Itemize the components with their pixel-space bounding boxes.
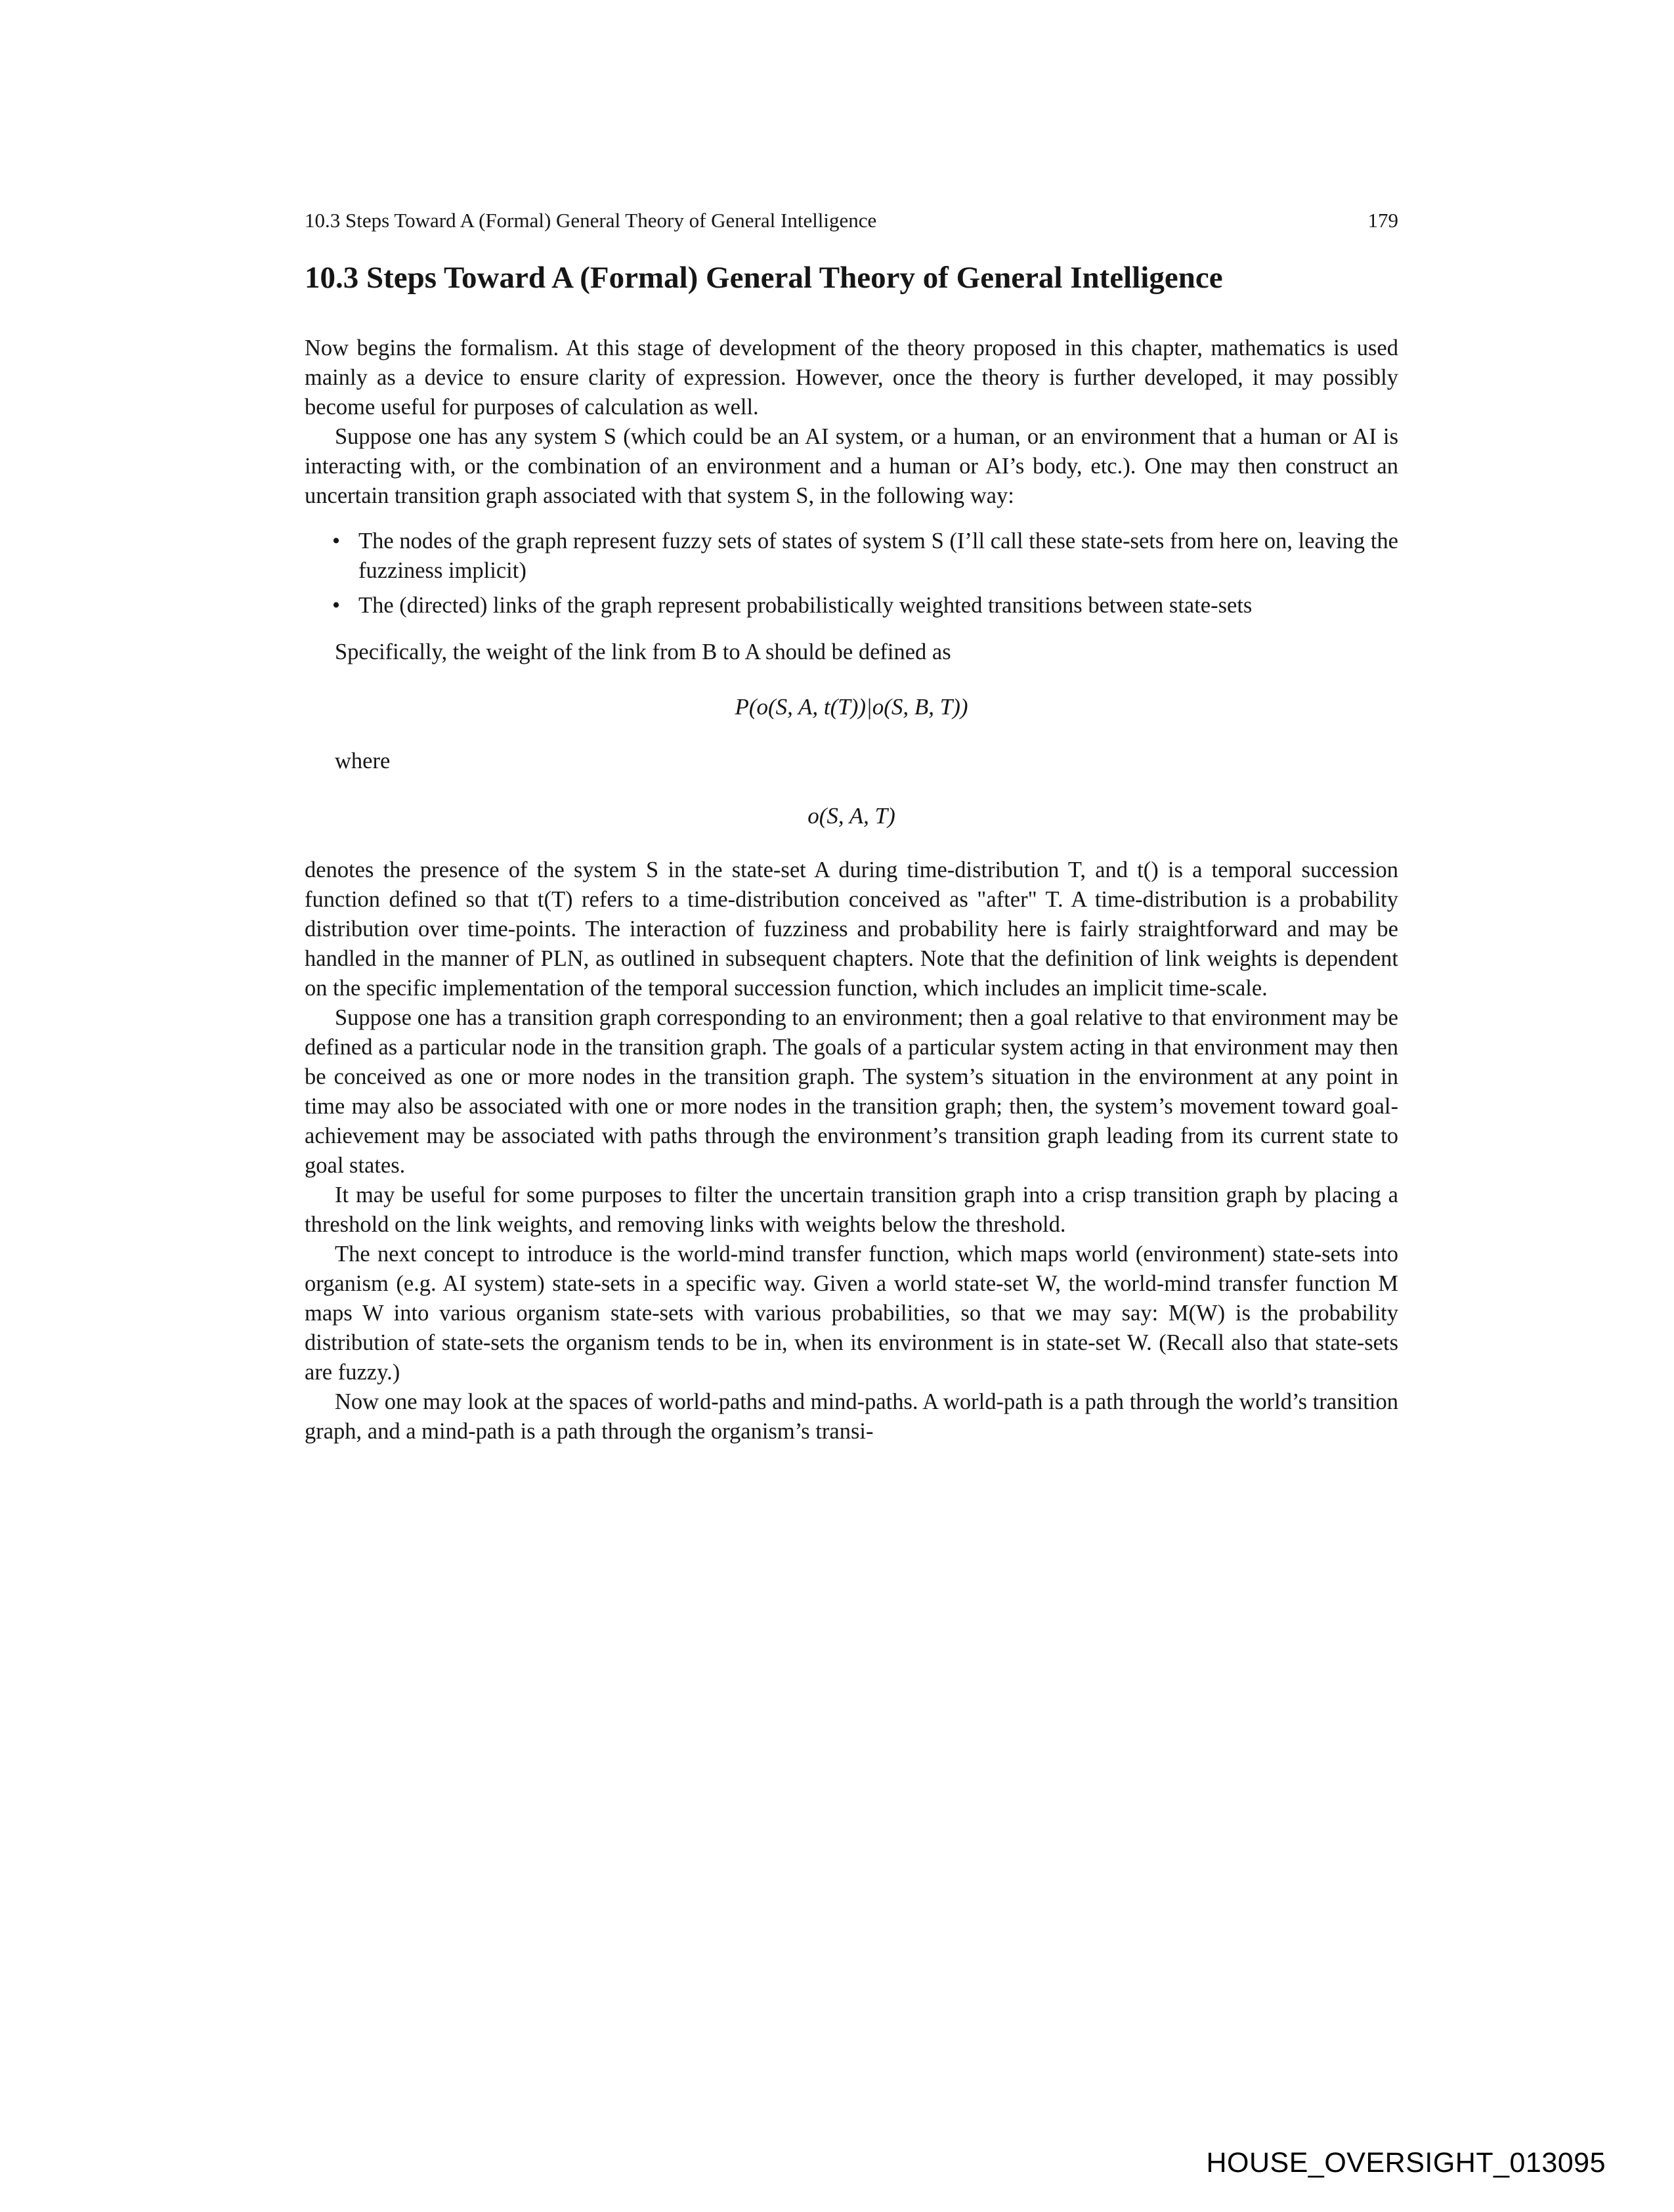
page-number: 179 xyxy=(1367,209,1398,232)
list-item-text: The nodes of the graph represent fuzzy sets of states of system S (I’ll call these state-sets from here on, leaving the fuzziness implicit) xyxy=(358,529,1398,584)
bullet-list xyxy=(305,527,1398,620)
formula-link-weight: P(o(S, A, t(T))|o(S, B, T)) xyxy=(735,694,968,720)
watermark: HOUSE_OVERSIGHT_013095 xyxy=(1206,2147,1606,2179)
paragraph-intro: Now begins the formalism. At this stage of development of the theory proposed in this chapter, mathematics is used mainly as a device to ensure clarity of expression. However, once the theory is further developed, it may possibly become useful for purposes of calculation as well. xyxy=(305,336,1398,420)
paragraph-specifically: Specifically, the weight of the link from B to A should be defined as xyxy=(335,640,951,665)
where-label: where xyxy=(335,748,391,774)
body-text xyxy=(305,334,1398,1446)
bullet-icon: • xyxy=(332,593,341,618)
list-item xyxy=(305,527,1398,586)
bullet-icon: • xyxy=(332,529,341,554)
running-header-title: 10.3 Steps Toward A (Formal) General Theory of General Intelligence xyxy=(305,209,877,232)
paragraph-suppose: Suppose one has any system S (which could be an AI system, or a human, or an environment that a human or AI is interacting with, or the combination of an environment and a human or AI’s body, etc.). One may then construct an uncertain transition graph associated with that system S, in the following way: xyxy=(305,424,1398,509)
paragraph-transfer: The next concept to introduce is the world-mind transfer function, which maps world (environment) state-sets into organism (e.g. AI system) state-sets in a specific way. Given a world state-set W, the world-mind transfer function M maps W into various organism state-sets with various probabilities, so that we may say: M(W) is the probability distribution of state-sets the organism tends to be in, when its environment is in state-set W. (Recall also that state-sets are fuzzy.) xyxy=(305,1242,1398,1385)
section-title: 10.3 Steps Toward A (Formal) General Theory of General Intelligence xyxy=(305,261,1223,295)
running-header xyxy=(305,209,1398,232)
paragraph-paths: Now one may look at the spaces of world-paths and mind-paths. A world-path is a path through the world’s transition graph, and a mind-path is a path through the organism’s transi- xyxy=(305,1389,1398,1444)
list-item xyxy=(305,591,1398,620)
list-item-text: The (directed) links of the graph represent probabilistically weighted transitions between state-sets xyxy=(358,593,1253,618)
paragraph-filter: It may be useful for some purposes to filter the uncertain transition graph into a crisp transition graph by placing a threshold on the link weights, and removing links with weights below the threshold. xyxy=(305,1182,1398,1238)
paragraph-goal: Suppose one has a transition graph corresponding to an environment; then a goal relative to that environment may be defined as a particular node in the transition graph. The goals of a particular system acting in that environment may then be conceived as one or more nodes in the transition graph. The system’s situation in the environment at any point in time may also be associated with one or more nodes in the transition graph; then, the system’s movement toward goal-achievement may be associated with paths through the environment’s transition graph leading from its current state to goal states. xyxy=(305,1005,1398,1179)
formula-presence: o(S, A, T) xyxy=(807,803,895,829)
page-content xyxy=(305,209,1398,1446)
paragraph-denotes: denotes the presence of the system S in the state-set A during time-distribution T, and t() is a temporal succession function defined so that t(T) refers to a time-distribution conceived as "after" T. A time-distribution is a probability distribution over time-points. The interaction of fuzziness and probability here is fairly straightforward and may be handled in the manner of PLN, as outlined in subsequent chapters. Note that the definition of link weights is dependent on the specific implementation of the temporal succession function, which includes an implicit time-scale. xyxy=(305,857,1398,1001)
